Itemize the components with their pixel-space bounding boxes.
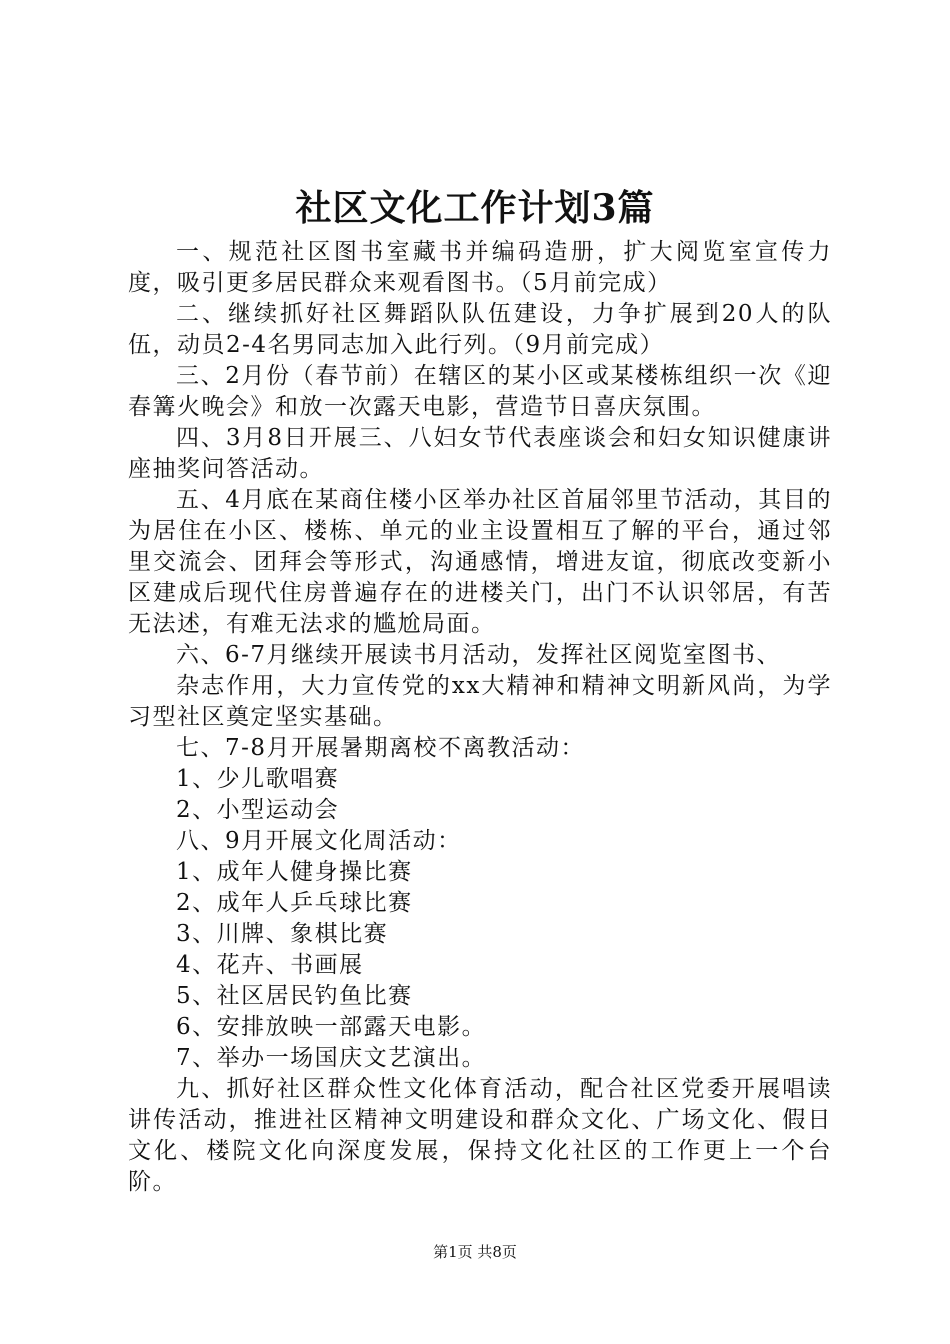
paragraph-3: 三、2月份（春节前）在辖区的某小区或某楼栋组织一次《迎春篝火晚会》和放一次露天电影，营造节日喜庆氛围。 bbox=[128, 363, 832, 420]
list-item-youth-singing: 1、少儿歌唱赛 bbox=[176, 766, 340, 792]
list-item-aerobics: 1、成年人健身操比赛 bbox=[176, 859, 413, 885]
paragraph-4: 四、3月8日开展三、八妇女节代表座谈会和妇女知识健康讲座抽奖问答活动。 bbox=[128, 425, 832, 482]
paragraph-6: 六、6-7月继续开展读书月活动，发挥社区阅览室图书、 bbox=[176, 642, 782, 668]
document-body bbox=[128, 237, 832, 1198]
list-item-flower-art: 4、花卉、书画展 bbox=[176, 952, 364, 978]
list-item-sports-meet: 2、小型运动会 bbox=[176, 797, 340, 823]
list-item-fishing: 5、社区居民钓鱼比赛 bbox=[176, 983, 413, 1009]
document-title: 社区文化工作计划3篇 bbox=[295, 187, 655, 229]
list-item-national-day-show: 7、举办一场国庆文艺演出。 bbox=[176, 1045, 487, 1071]
paragraph-1: 一、规范社区图书室藏书并编码造册，扩大阅览室宣传力度，吸引更多居民群众来观看图书。（5月前完成） bbox=[128, 239, 832, 296]
paragraph-5: 五、4月底在某商住楼小区举办社区首届邻里节活动，其目的为居住在小区、楼栋、单元的业主设置相互了解的平台，通过邻里交流会、团拜会等形式，沟通感情，增进友谊，彻底改变新小区建成后现代住房普遍存在的进楼关门，出门不认识邻居，有苦无法述，有难无法求的尴尬局面。 bbox=[128, 487, 832, 637]
paragraph-10: 九、抓好社区群众性文化体育活动，配合社区党委开展唱读讲传活动，推进社区精神文明建设和群众文化、广场文化、假日文化、楼院文化向深度发展，保持文化社区的工作更上一个台阶。 bbox=[128, 1076, 832, 1195]
paragraph-7: 杂志作用，大力宣传党的xx大精神和精神文明新风尚，为学习型社区奠定坚实基础。 bbox=[128, 673, 832, 730]
page-number-footer: 第1页 共8页 bbox=[433, 1243, 517, 1261]
list-item-cards-chess: 3、川牌、象棋比赛 bbox=[176, 921, 389, 947]
paragraph-9: 八、9月开展文化周活动： bbox=[176, 828, 462, 854]
list-item-table-tennis: 2、成年人乒乓球比赛 bbox=[176, 890, 413, 916]
paragraph-2: 二、继续抓好社区舞蹈队队伍建设，力争扩展到20人的队伍，动员2-4名男同志加入此行列。（9月前完成） bbox=[128, 301, 832, 358]
paragraph-8: 七、7-8月开展暑期离校不离教活动： bbox=[176, 735, 586, 761]
list-item-outdoor-movie: 6、安排放映一部露天电影。 bbox=[176, 1014, 487, 1040]
